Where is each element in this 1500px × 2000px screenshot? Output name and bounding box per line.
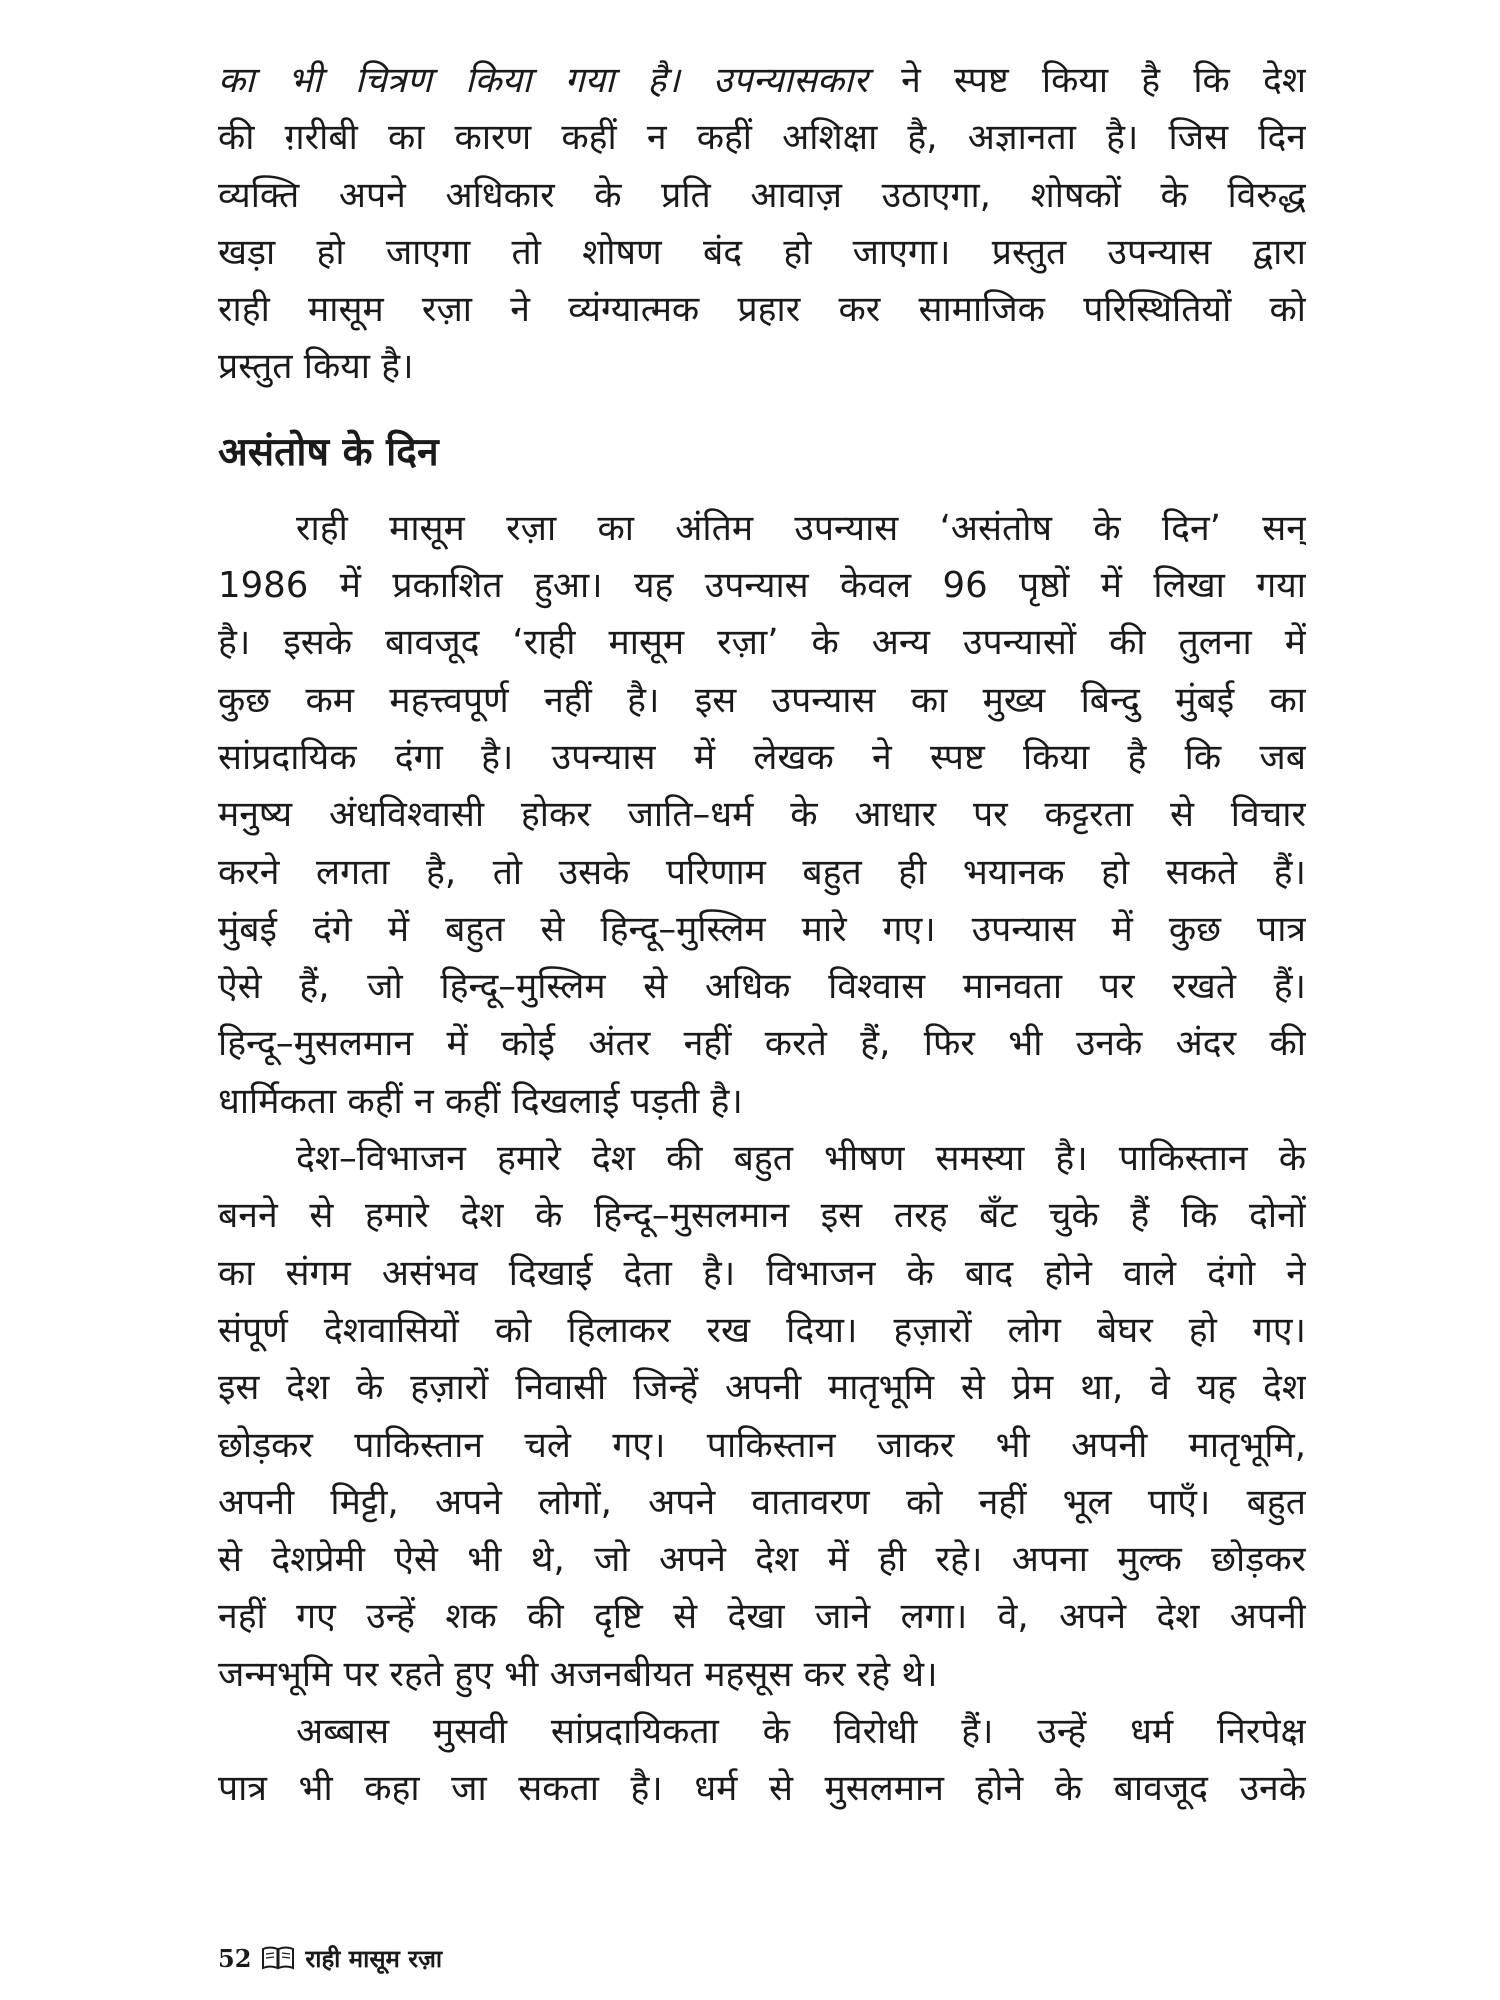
text-line: पात्र भी कहा जा सकता है। धर्म से मुसलमान होने के बावजूद उनके (218, 1768, 1306, 1810)
text-line: हिन्दू–मुसलमान में कोई अंतर नहीं करते हैं, फिर भी उनके अंदर की (218, 1023, 1306, 1065)
text-line: मुंबई दंगे में बहुत से हिन्दू–मुस्लिम मारे गए। उपन्यास में कुछ पात्र (218, 908, 1306, 950)
text-line: राही मासूम रज़ा का अंतिम उपन्यास ‘असंतोष के दिन’ सन् (296, 507, 1306, 549)
text-line: कुछ कम महत्त्वपूर्ण नहीं है। इस उपन्यास का मुख्य बिन्दु मुंबई का (218, 679, 1306, 721)
text-line: का संगम असंभव दिखाई देता है। विभाजन के बाद होने वाले दंगो ने (218, 1252, 1306, 1294)
text-line (218, 52, 1306, 109)
text-line: जन्मभूमि पर रहते हुए भी अजनबीयत महसूस कर रहे थे। (218, 1653, 938, 1695)
text-line: करने लगता है, तो उसके परिणाम बहुत ही भयानक हो सकते हैं। (218, 851, 1306, 893)
text-line: नहीं गए उन्हें शक की दृष्टि से देखा जाने लगा। वे, अपने देश अपनी (218, 1596, 1306, 1638)
text-line: व्यक्ति अपने अधिकार के प्रति आवाज़ उठाएगा, शोषकों के विरुद्ध (218, 174, 1306, 216)
page-number: 52 (218, 1943, 252, 1973)
paragraph (218, 1703, 1306, 1818)
text-segment: ने स्पष्ट किया है कि देश (867, 60, 1306, 101)
page-footer (218, 1938, 442, 1978)
text-line: मनुष्य अंधविश्वासी होकर जाति–धर्म के आधार पर कट्टरता से विचार (218, 794, 1306, 836)
text-line: देश–विभाजन हमारे देश की बहुत भीषण समस्या है। पाकिस्तान के (296, 1138, 1306, 1180)
text-line: धार्मिकता कहीं न कहीं दिखलाई पड़ती है। (218, 1080, 743, 1122)
text-line: छोड़कर पाकिस्तान चले गए। पाकिस्तान जाकर भी अपनी मातृभूमि, (218, 1424, 1306, 1466)
text-line: खड़ा हो जाएगा तो शोषण बंद हो जाएगा। प्रस्तुत उपन्यास द्वारा (218, 231, 1306, 273)
text-line: बनने से हमारे देश के हिन्दू–मुसलमान इस तरह बँट चुके हैं कि दोनों (218, 1195, 1306, 1237)
intro-paragraph (218, 52, 1306, 396)
text-line: की ग़रीबी का कारण कहीं न कहीं अशिक्षा है, अज्ञानता है। जिस दिन (218, 117, 1306, 159)
text-line: राही मासूम रज़ा ने व्यंग्यात्मक प्रहार कर सामाजिक परिस्थितियों को (218, 289, 1306, 331)
text-line: 1986 में प्रकाशित हुआ। यह उपन्यास केवल 96 पृष्ठों में लिखा गया (218, 565, 1306, 607)
text-line: है। इसके बावजूद ‘राही मासूम रज़ा’ के अन्य उपन्यासों की तुलना में (218, 622, 1306, 664)
italic-text: का भी चित्रण किया गया है। उपन्यासकार (218, 60, 868, 101)
text-line: सांप्रदायिक दंगा है। उपन्यास में लेखक ने स्पष्ट किया है कि जब (218, 736, 1306, 778)
text-column (218, 52, 1306, 1818)
book-title: राही मासूम रज़ा (305, 1943, 443, 1973)
section-heading: असंतोष के दिन (218, 429, 439, 475)
text-line: ऐसे हैं, जो हिन्दू–मुस्लिम से अधिक विश्वास मानवता पर रखते हैं। (218, 966, 1306, 1008)
paragraph (218, 1130, 1306, 1703)
text-line: अपनी मिट्टी, अपने लोगों, अपने वातावरण को नहीं भूल पाएँ। बहुत (218, 1481, 1306, 1523)
text-line: इस देश के हज़ारों निवासी जिन्हें अपनी मातृभूमि से प्रेम था, वे यह देश (218, 1367, 1306, 1409)
open-book-icon (261, 1945, 295, 1971)
text-line: संपूर्ण देशवासियों को हिलाकर रख दिया। हज़ारों लोग बेघर हो गए। (218, 1309, 1306, 1351)
text-line: प्रस्तुत किया है। (218, 346, 414, 388)
text-line: से देशप्रेमी ऐसे भी थे, जो अपने देश में ही रहे। अपना मुल्क छोड़कर (218, 1539, 1306, 1581)
paragraph (218, 500, 1306, 1130)
text-line: अब्बास मुसवी सांप्रदायिकता के विरोधी हैं। उन्हें धर्म निरपेक्ष (296, 1711, 1306, 1753)
